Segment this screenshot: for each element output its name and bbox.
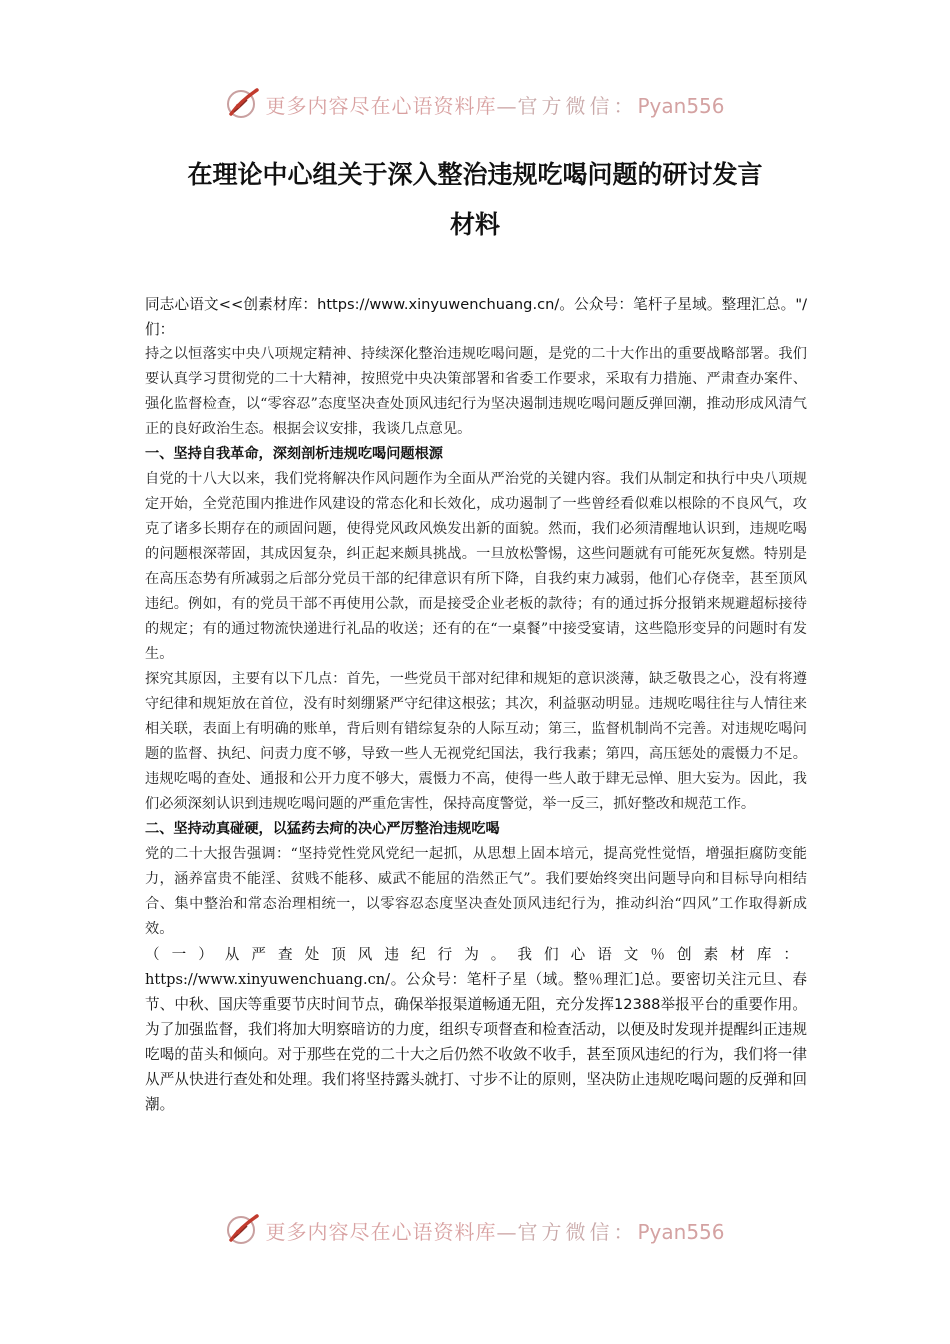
paragraph-4 <box>145 942 807 1117</box>
paragraph-2: 探究其原因，主要有以下几点：首先，一些党员干部对纪律和规矩的意识淡薄，缺乏敬畏之心，没有将遵守纪律和规矩放在首位，没有时刻绷紧严守纪律这根弦；其次，利益驱动明显。违规吃喝往往与人情往来相关联，表面上有明确的账单，背后则有错综复杂的人际互动；第三，监督机制尚不完善。对违规吃喝问题的监督、执纪、问责力度不够，导致一些人无视党纪国法，我行我素；第四，高压惩处的震慑力不足。违规吃喝的查处、通报和公开力度不够大，震慑力不高，使得一些人敢于肆无忌惮、胆大妄为。因此，我们必须深刻认识到违规吃喝问题的严重危害性，保持高度警觉，举一反三，抓好整改和规范工作。 <box>145 671 807 812</box>
header-banner-text: 更多内容尽在心语资料库—官方微信：Pyan556 <box>265 93 725 118</box>
title-line-1: 在理论中心组关于深入整治违规吃喝问题的研讨发言 <box>187 160 763 189</box>
paragraph-4-rest: 。公众号：笔杆子星（域。整％理汇]总。要密切关注元旦、春节、中秋、国庆等重要节庆时间节点，确保举报渠道畅通无阻，充分发挥12388举报平台的重要作用。为了加强监督，我们将加大明察暗访的力度，组织专项督查和检查活动，以便及时发现并提醒纠正违规吃喝的苗头和倾向。对于那些在党的二十大之后仍然不收敛不收手，甚至顶风违纪的行为，我们将一律从严从快进行查处和处理。我们将坚持露头就打、寸步不让的原则，坚决防止违规吃喝问题的反弹和回潮。 <box>145 971 807 1113</box>
footer-banner <box>0 1210 950 1250</box>
intro-paragraph: 持之以恒落实中央八项规定精神、持续深化整治违规吃喝问题，是党的二十大作出的重要战略部署。我们要认真学习贯彻党的二十大精神，按照党中央决策部署和省委工作要求，采取有力措施、严肃查办案件、强化监督检查，以“零容忍”态度坚决查处顶风违纪行为坚决遏制违规吃喝问题反弹回潮，推动形成风清气正的良好政治生态。根据会议安排，我谈几点意见。 <box>145 346 807 437</box>
section-heading-1: 一、坚持自我革命，深刻剖析违规吃喝问题根源 <box>145 446 443 462</box>
paragraph-4-lead: （一）从严查处顶风违纪行为。我们心语文％创素材库： <box>145 946 807 963</box>
header-banner <box>0 84 950 124</box>
title-line-2: 材料 <box>449 210 500 239</box>
paragraph-3: 党的二十大报告强调：“坚持党性党风党纪一起抓，从思想上固本培元，提高党性觉悟，增强拒腐防变能力，涵养富贵不能淫、贫贱不能移、威武不能屈的浩然正气”。我们要始终突出问题导向和目标导向相结合、集中整治和常态治理相统一，以零容忍态度坚决查处顶风违纪行为，推动纠治“四风”工作取得新成效。 <box>145 846 807 937</box>
document-title <box>120 150 830 250</box>
paragraph-4-url: https://www.xinyuwenchuang.cn/ <box>145 971 391 988</box>
intro-line: 同志心语文<<创素材库：https://www.xinyuwenchuang.cn/。公众号：笔杆子星域。整理汇总。"/们： <box>145 296 807 338</box>
paragraph-1: 自党的十八大以来，我们党将解决作风问题作为全面从严治党的关键内容。我们从制定和执行中央八项规定开始，全党范围内推进作风建设的常态化和长效化，成功遏制了一些曾经看似难以根除的不良风气，攻克了诸多长期存在的顽固问题，使得党风政风焕发出新的面貌。然而，我们必须清醒地认识到，违规吃喝的问题根深蒂固，其成因复杂，纠正起来颇具挑战。一旦放松警惕，这些问题就有可能死灰复燃。特别是在高压态势有所减弱之后部分党员干部的纪律意识有所下降，自我约束力减弱，他们心存侥幸，甚至顶风违纪。例如，有的党员干部不再使用公款，而是接受企业老板的款待；有的通过拆分报销来规避超标接待的规定；有的通过物流快递进行礼品的收送；还有的在“一桌餐”中接受宴请，这些隐形变异的问题时有发生。 <box>145 471 807 662</box>
brush-logo-icon <box>225 86 261 122</box>
footer-banner-text: 更多内容尽在心语资料库—官方微信：Pyan556 <box>265 1219 725 1244</box>
section-heading-2: 二、坚持动真碰硬，以猛药去疴的决心严厉整治违规吃喝 <box>145 821 500 837</box>
brush-logo-icon <box>225 1212 261 1248</box>
document-body <box>145 292 807 1117</box>
